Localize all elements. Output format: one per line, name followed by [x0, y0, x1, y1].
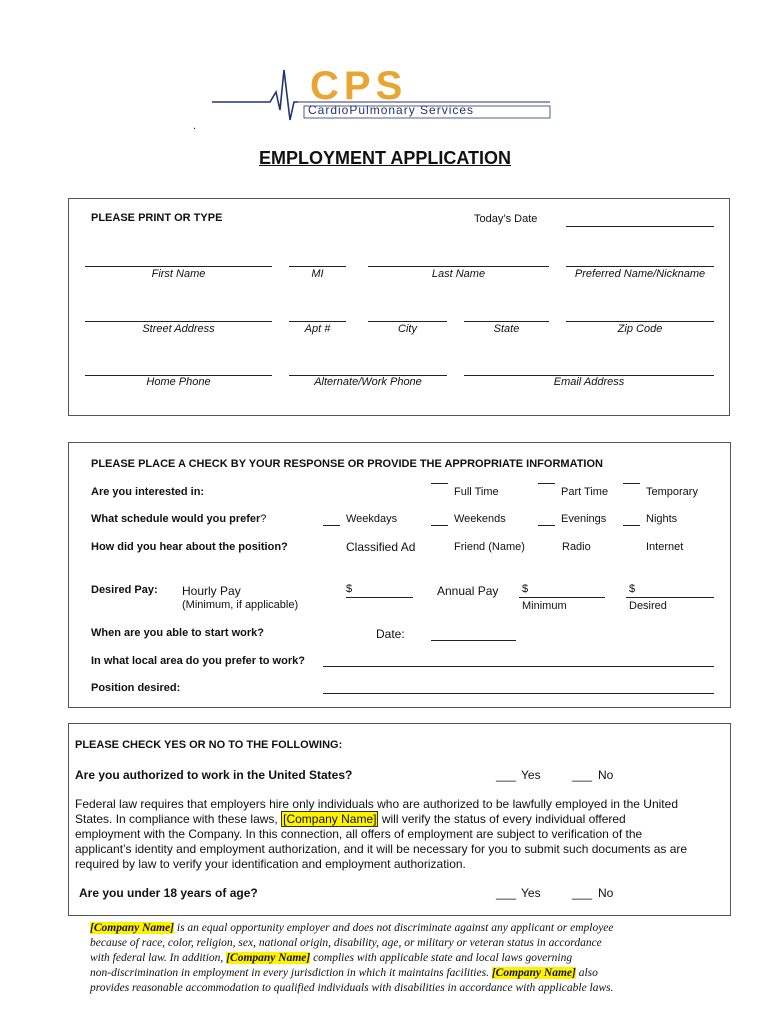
weekdays-label: Weekdays [346, 513, 398, 525]
mi-label: MI [311, 268, 324, 280]
page-title: EMPLOYMENT APPLICATION [259, 148, 511, 168]
authorized-no-label: No [598, 768, 614, 782]
part-time-check[interactable] [538, 483, 555, 484]
last-name-field[interactable] [368, 266, 549, 267]
yes-no-header: PLEASE CHECK YES OR NO TO THE FOLLOWING: [75, 739, 343, 751]
minimum-label: Minimum [522, 600, 567, 612]
internet-option[interactable]: Internet [646, 541, 684, 553]
weekdays-check[interactable] [323, 525, 340, 526]
radio-option[interactable]: Radio [562, 541, 591, 553]
mi-field[interactable] [289, 266, 346, 267]
company-name-highlight: [Company Name] [283, 812, 377, 826]
street-address-label: Street Address [142, 323, 215, 335]
annual-pay-label: Annual Pay [437, 584, 499, 598]
logo-wordmark: CPS [310, 64, 408, 108]
under-18-no-label: No [598, 886, 614, 900]
full-time-label: Full Time [454, 486, 499, 498]
zip-code-label: Zip Code [617, 323, 663, 335]
alt-phone-label: Alternate/Work Phone [314, 376, 422, 388]
company-name-highlight: [Company Name] [491, 967, 576, 979]
nights-check[interactable] [623, 525, 640, 526]
logo-subtitle: CardioPulmonary Services [308, 103, 475, 117]
position-field[interactable] [323, 693, 714, 694]
state-label: State [493, 323, 520, 335]
weekends-label: Weekends [454, 513, 506, 525]
cps-logo [210, 62, 560, 132]
hourly-dollar: $ [346, 583, 353, 595]
weekends-check[interactable] [431, 525, 448, 526]
interested-question: Are you interested in: [91, 486, 205, 498]
company-name-highlight: [Company Name] [226, 952, 311, 964]
friend-option[interactable]: Friend (Name) [454, 541, 525, 553]
print-or-type-header: PLEASE PRINT OR TYPE [91, 212, 223, 224]
state-field[interactable] [464, 321, 549, 322]
todays-date-label: Today’s Date [474, 213, 538, 225]
eoe-statement: [Company Name] is an equal opportunity employer and does not discriminate against any applicant or employee because of race, color, religion, sex, national origin, disability, age, or military or veteran status in accordance with federal law. In addition, [Company Name] complies with applicable state and local laws governing non-discrimination in employment in every jurisdiction in which it maintains facilities. [Company Name] also provides reasonable accommodation to qualified individuals with disabilities in accordance with applicable laws. [90, 922, 614, 994]
start-question: When are you able to start work? [91, 627, 264, 639]
annual-desired-dollar: $ [629, 583, 636, 595]
last-name-label: Last Name [431, 268, 486, 280]
start-date-field[interactable] [431, 640, 516, 641]
check-response-header: PLEASE PLACE A CHECK BY YOUR RESPONSE OR PROVIDE THE APPROPRIATE INFORMATION [91, 458, 603, 470]
nights-label: Nights [646, 513, 678, 525]
date-label: Date: [376, 627, 405, 641]
hourly-pay-label: Hourly Pay [182, 584, 241, 598]
area-question: In what local area do you prefer to work? [91, 655, 305, 667]
annual-minimum-field[interactable] [519, 597, 605, 598]
hear-question: How did you hear about the position? [91, 541, 288, 553]
under-18-yes-blank[interactable]: ___ [496, 886, 517, 900]
stray-dot: . [193, 120, 197, 132]
authorized-no-blank[interactable]: ___ [572, 768, 593, 782]
position-question: Position desired: [91, 682, 181, 694]
classified-ad-option[interactable]: Classified Ad [346, 540, 416, 554]
desired-pay-label: Desired Pay: [91, 584, 158, 596]
first-name-label: First Name [151, 268, 206, 280]
street-address-field[interactable] [85, 321, 272, 322]
authorized-question: Are you authorized to work in the United States? [75, 768, 353, 782]
first-name-field[interactable] [85, 266, 272, 267]
desired-label: Desired [629, 600, 667, 612]
area-field[interactable] [323, 666, 714, 667]
hourly-note: (Minimum, if applicable) [182, 599, 299, 611]
preferences-section [68, 442, 731, 708]
city-label: City [398, 323, 417, 335]
evenings-label: Evenings [561, 513, 607, 525]
temporary-check[interactable] [623, 483, 640, 484]
schedule-question: What schedule would you prefer? [91, 513, 267, 525]
apt-field[interactable] [289, 321, 346, 322]
city-field[interactable] [368, 321, 447, 322]
federal-law-paragraph: Federal law requires that employers hire only individuals who are authorized to be lawfully employed in the United States. In compliance with these laws, [Company Name] will verify the status of every individual offered employment with the Company. In this connection, all offers of employment are subject to verification of the applicant’s identity and employment authorization, and it will be necessary for you to submit such documents as are required by law to verify your identification and employment authorization. [75, 797, 688, 871]
zip-code-field[interactable] [566, 321, 714, 322]
annual-min-dollar: $ [522, 583, 529, 595]
home-phone-label: Home Phone [146, 376, 211, 388]
preferred-name-label: Preferred Name/Nickname [574, 268, 706, 280]
part-time-label: Part Time [561, 486, 609, 498]
annual-desired-field[interactable] [626, 597, 714, 598]
todays-date-field[interactable] [566, 226, 714, 227]
temporary-label: Temporary [646, 486, 698, 498]
apt-label: Apt # [304, 323, 331, 335]
hourly-pay-field[interactable] [346, 597, 413, 598]
preferred-name-field[interactable] [566, 266, 714, 267]
under-18-yes-label: Yes [521, 886, 541, 900]
evenings-check[interactable] [538, 525, 555, 526]
company-name-highlight: [Company Name] [90, 922, 175, 934]
under-18-no-blank[interactable]: ___ [572, 886, 593, 900]
authorized-yes-blank[interactable]: ___ [496, 768, 517, 782]
full-time-check[interactable] [431, 483, 448, 484]
email-label: Email Address [553, 376, 625, 388]
under-18-question: Are you under 18 years of age? [79, 886, 258, 900]
authorized-yes-label: Yes [521, 768, 541, 782]
